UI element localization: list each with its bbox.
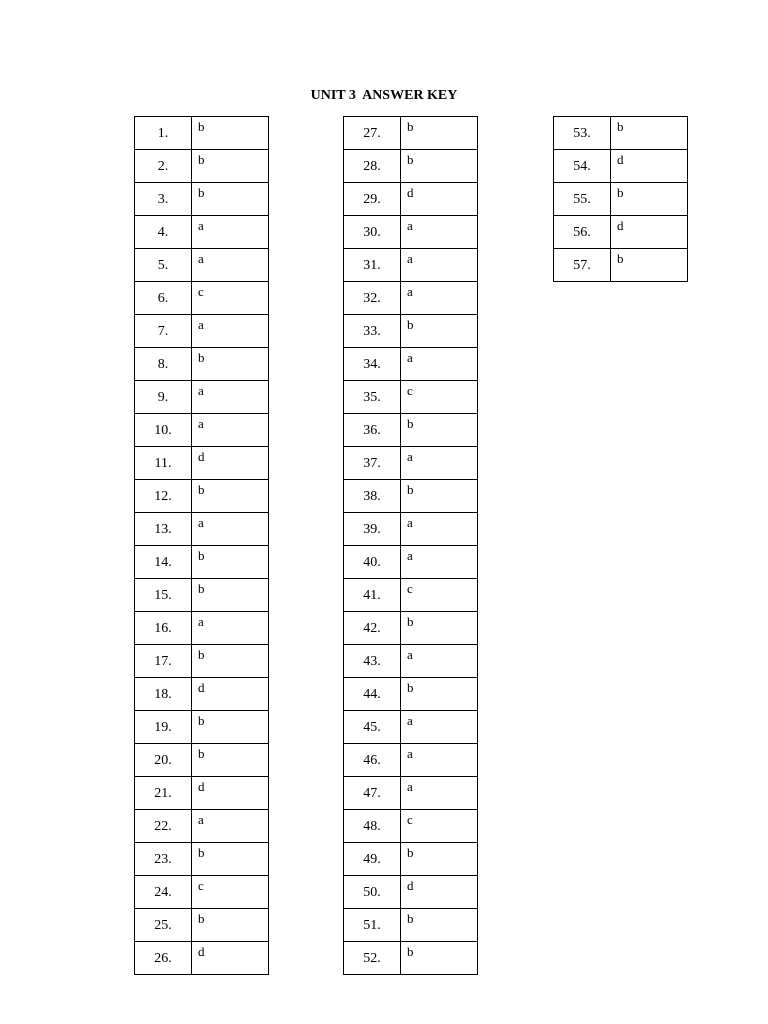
table-row	[344, 216, 478, 249]
table-row	[135, 117, 269, 150]
question-number: 41.	[344, 579, 401, 612]
question-number: 6.	[135, 282, 192, 315]
answer-letter: a	[192, 513, 269, 546]
table-row	[344, 909, 478, 942]
question-number: 1.	[135, 117, 192, 150]
answer-letter: a	[401, 249, 478, 282]
question-number: 51.	[344, 909, 401, 942]
answer-letter: d	[192, 678, 269, 711]
table-row	[135, 546, 269, 579]
answer-letter: b	[192, 843, 269, 876]
table-row	[135, 909, 269, 942]
table-row	[135, 150, 269, 183]
question-number: 10.	[135, 414, 192, 447]
question-number: 21.	[135, 777, 192, 810]
answer-letter: b	[401, 414, 478, 447]
answer-letter: b	[401, 612, 478, 645]
table-row	[344, 315, 478, 348]
answer-letter: b	[192, 546, 269, 579]
table-row	[344, 348, 478, 381]
answer-letter: a	[401, 447, 478, 480]
question-number: 48.	[344, 810, 401, 843]
table-row	[344, 645, 478, 678]
answer-letter: b	[401, 909, 478, 942]
table-row	[135, 216, 269, 249]
question-number: 12.	[135, 480, 192, 513]
answer-letter: b	[401, 150, 478, 183]
question-number: 5.	[135, 249, 192, 282]
table-row	[344, 942, 478, 975]
question-number: 30.	[344, 216, 401, 249]
answer-letter: b	[192, 645, 269, 678]
question-number: 28.	[344, 150, 401, 183]
table-row	[344, 711, 478, 744]
answer-letter: a	[192, 249, 269, 282]
question-number: 3.	[135, 183, 192, 216]
answer-letter: b	[401, 678, 478, 711]
table-row	[135, 315, 269, 348]
question-number: 11.	[135, 447, 192, 480]
table-row	[344, 150, 478, 183]
table-row	[344, 381, 478, 414]
answer-letter: b	[192, 117, 269, 150]
answer-letter: d	[611, 150, 688, 183]
table-row	[135, 447, 269, 480]
answer-letter: c	[401, 810, 478, 843]
answer-letter: b	[401, 315, 478, 348]
question-number: 33.	[344, 315, 401, 348]
answer-letter: a	[192, 315, 269, 348]
table-row	[135, 381, 269, 414]
answer-letter: a	[401, 513, 478, 546]
answer-letter: b	[401, 480, 478, 513]
answer-letter: b	[611, 183, 688, 216]
question-number: 44.	[344, 678, 401, 711]
question-number: 4.	[135, 216, 192, 249]
answer-letter: b	[192, 348, 269, 381]
question-number: 39.	[344, 513, 401, 546]
table-row	[344, 183, 478, 216]
answer-letter: a	[192, 216, 269, 249]
table-row	[135, 678, 269, 711]
table-row	[554, 249, 688, 282]
table-row	[135, 579, 269, 612]
table-row	[135, 777, 269, 810]
question-number: 52.	[344, 942, 401, 975]
table-row	[135, 744, 269, 777]
question-number: 32.	[344, 282, 401, 315]
table-row	[344, 414, 478, 447]
answer-letter: d	[192, 942, 269, 975]
question-number: 16.	[135, 612, 192, 645]
question-number: 29.	[344, 183, 401, 216]
answer-letter: a	[192, 810, 269, 843]
question-number: 57.	[554, 249, 611, 282]
answer-letter: a	[401, 282, 478, 315]
answer-letter: a	[401, 744, 478, 777]
question-number: 27.	[344, 117, 401, 150]
answer-letter: b	[401, 117, 478, 150]
answer-letter: b	[192, 711, 269, 744]
answer-letter: d	[192, 447, 269, 480]
question-number: 45.	[344, 711, 401, 744]
answer-letter: a	[192, 414, 269, 447]
question-number: 22.	[135, 810, 192, 843]
answer-table-column-2	[343, 116, 478, 975]
table-row	[135, 480, 269, 513]
answer-letter: c	[401, 381, 478, 414]
question-number: 38.	[344, 480, 401, 513]
table-row	[135, 942, 269, 975]
answer-letter: a	[401, 546, 478, 579]
answer-letter: b	[611, 249, 688, 282]
question-number: 7.	[135, 315, 192, 348]
table-row	[344, 480, 478, 513]
answer-letter: d	[192, 777, 269, 810]
question-number: 40.	[344, 546, 401, 579]
question-number: 15.	[135, 579, 192, 612]
table-row	[344, 612, 478, 645]
table-row	[344, 843, 478, 876]
table-row	[344, 249, 478, 282]
table-row	[135, 183, 269, 216]
table-row	[135, 876, 269, 909]
answer-letter: c	[401, 579, 478, 612]
table-row	[344, 447, 478, 480]
answer-letter: a	[401, 777, 478, 810]
table-row	[344, 777, 478, 810]
answer-table-column-3	[553, 116, 688, 282]
table-row	[554, 183, 688, 216]
question-number: 31.	[344, 249, 401, 282]
page-title: UNIT 3 ANSWER KEY	[310, 88, 458, 103]
question-number: 49.	[344, 843, 401, 876]
question-number: 46.	[344, 744, 401, 777]
question-number: 42.	[344, 612, 401, 645]
table-row	[344, 744, 478, 777]
answer-letter: b	[192, 150, 269, 183]
table-row	[344, 579, 478, 612]
table-row	[344, 117, 478, 150]
question-number: 14.	[135, 546, 192, 579]
answer-letter: b	[401, 843, 478, 876]
question-number: 17.	[135, 645, 192, 678]
answer-letter: a	[192, 381, 269, 414]
question-number: 8.	[135, 348, 192, 381]
table-row	[344, 282, 478, 315]
answer-letter: c	[192, 876, 269, 909]
answer-letter: b	[192, 480, 269, 513]
answer-letter: b	[192, 579, 269, 612]
question-number: 56.	[554, 216, 611, 249]
table-row	[135, 645, 269, 678]
question-number: 50.	[344, 876, 401, 909]
table-row	[135, 282, 269, 315]
question-number: 23.	[135, 843, 192, 876]
answer-letter: d	[401, 876, 478, 909]
table-row	[135, 810, 269, 843]
question-number: 20.	[135, 744, 192, 777]
answer-letter: d	[401, 183, 478, 216]
answer-letter: c	[192, 282, 269, 315]
answer-letter: d	[611, 216, 688, 249]
answer-letter: b	[192, 183, 269, 216]
question-number: 53.	[554, 117, 611, 150]
table-row	[554, 150, 688, 183]
question-number: 13.	[135, 513, 192, 546]
question-number: 36.	[344, 414, 401, 447]
answer-letter: a	[192, 612, 269, 645]
question-number: 26.	[135, 942, 192, 975]
table-row	[344, 810, 478, 843]
question-number: 43.	[344, 645, 401, 678]
question-number: 2.	[135, 150, 192, 183]
answer-letter: b	[192, 744, 269, 777]
question-number: 24.	[135, 876, 192, 909]
answer-letter: a	[401, 645, 478, 678]
table-row	[344, 546, 478, 579]
answer-letter: a	[401, 711, 478, 744]
answer-table-column-1	[134, 116, 269, 975]
table-row	[554, 216, 688, 249]
question-number: 19.	[135, 711, 192, 744]
question-number: 25.	[135, 909, 192, 942]
table-row	[135, 414, 269, 447]
answer-letter: a	[401, 348, 478, 381]
question-number: 9.	[135, 381, 192, 414]
table-row	[135, 348, 269, 381]
table-row	[344, 876, 478, 909]
table-row	[135, 612, 269, 645]
table-row	[344, 678, 478, 711]
table-row	[135, 513, 269, 546]
question-number: 37.	[344, 447, 401, 480]
table-row	[554, 117, 688, 150]
question-number: 34.	[344, 348, 401, 381]
question-number: 35.	[344, 381, 401, 414]
question-number: 47.	[344, 777, 401, 810]
answer-letter: b	[611, 117, 688, 150]
question-number: 18.	[135, 678, 192, 711]
table-row	[344, 513, 478, 546]
table-row	[135, 711, 269, 744]
question-number: 54.	[554, 150, 611, 183]
question-number: 55.	[554, 183, 611, 216]
table-row	[135, 843, 269, 876]
answer-letter: a	[401, 216, 478, 249]
answer-letter: b	[192, 909, 269, 942]
table-row	[135, 249, 269, 282]
answer-letter: b	[401, 942, 478, 975]
